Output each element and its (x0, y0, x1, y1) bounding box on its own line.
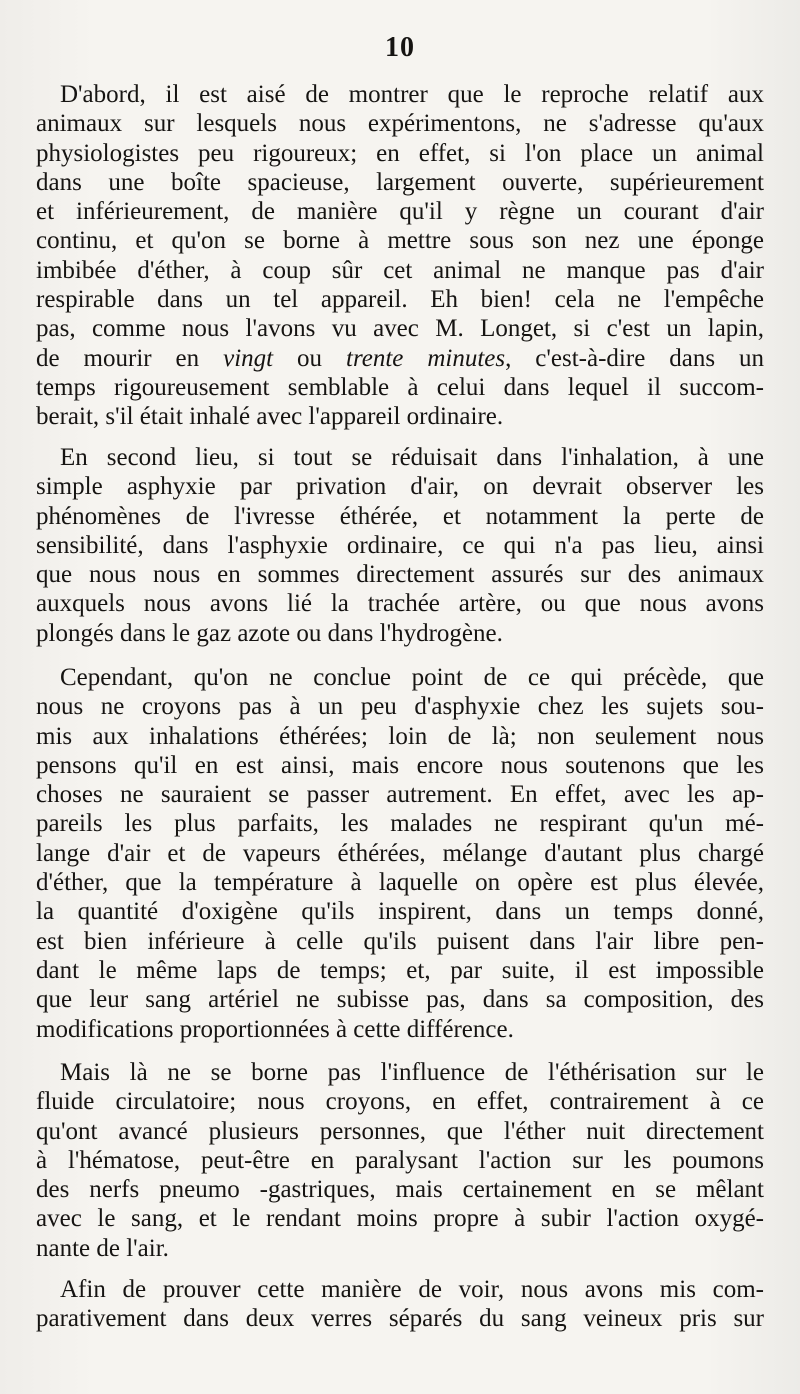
text-line: parativement dans deux verres séparés du sang veineux pris sur (36, 1305, 764, 1333)
text-run: ou (297, 344, 323, 372)
text-run: , c'est-à-dire dans un (505, 344, 765, 372)
text-line: à l'hématose, peut-être en paralysant l'action sur les poumons (36, 1146, 764, 1174)
text-line-mixed (36, 344, 764, 373)
text-line: choses ne sauraient se passer autrement. En effet, avec les ap- (36, 781, 764, 809)
italic-text: vingt (223, 344, 274, 372)
text-line: physiologistes peu rigoureux; en effet, si l'on place un animal (36, 139, 764, 167)
text-line: que leur sang artériel ne subisse pas, dans sa composition, des (36, 986, 764, 1014)
text-line: modifications proportionnées à cette différence. (36, 1015, 514, 1043)
text-line: la quantité d'oxigène qu'ils inspirent, dans un temps donné, (36, 898, 764, 926)
text-line: pareils les plus parfaits, les malades ne respirant qu'un mé- (36, 810, 764, 838)
text-line: qu'ont avancé plusieurs personnes, que l'éther nuit directement (36, 1117, 764, 1145)
paragraph-4 (36, 1058, 764, 1263)
text-line: plongés dans le gaz azote ou dans l'hydrogène. (36, 619, 503, 647)
text-line: Mais là ne se borne pas l'influence de l'éthérisation sur le (60, 1059, 764, 1086)
text-line: auxquels nous avons lié la trachée artère, ou que nous avons (36, 590, 764, 618)
text-line: D'abord, il est aisé de montrer que le reproche relatif aux (60, 81, 764, 108)
text-line: sensibilité, dans l'asphyxie ordinaire, ce qui n'a pas lieu, ainsi (36, 531, 764, 559)
text-line: des nerfs pneumo -gastriques, mais certainement en se mêlant (36, 1176, 764, 1204)
text-line: temps rigoureusement semblable à celui dans lequel il succom- (36, 373, 764, 401)
text-line: pas, comme nous l'avons vu avec M. Longet, si c'est un lapin, (36, 315, 764, 343)
text-line: simple asphyxie par privation d'air, on devrait observer les (36, 473, 764, 501)
text-line: continu, et qu'on se borne à mettre sous son nez une éponge (36, 227, 764, 255)
text-line: Afin de prouver cette manière de voir, nous avons mis com- (60, 1276, 764, 1303)
text-line: respirable dans un tel appareil. Eh bien! cela ne l'empêche (36, 286, 764, 314)
text-line: dant le même laps de temps; et, par suite, il est impossible (36, 956, 764, 984)
paragraph-5 (36, 1275, 764, 1334)
text-line: En second lieu, si tout se réduisait dans l'inhalation, à une (60, 444, 764, 471)
italic-text: trente minutes (346, 344, 506, 372)
text-line: dans une boîte spacieuse, largement ouverte, supérieurement (36, 168, 764, 196)
text-line: d'éther, que la température à laquelle on opère est plus élevée, (36, 869, 764, 897)
text-line: lange d'air et de vapeurs éthérées, mélange d'autant plus chargé (36, 839, 764, 867)
text-line: nous ne croyons pas à un peu d'asphyxie chez les sujets sou- (36, 693, 764, 721)
text-line: est bien inférieure à celle qu'ils puisent dans l'air libre pen- (36, 927, 764, 955)
text-line: que nous nous en sommes directement assurés sur des animaux (36, 561, 764, 589)
text-line: berait, s'il était inhalé avec l'appareil ordinaire. (36, 403, 504, 431)
text-line: pensons qu'il en est ainsi, mais encore nous soutenons que les (36, 751, 764, 779)
text-line: fluide circulatoire; nous croyons, en effet, contrairement à ce (36, 1088, 764, 1116)
paragraph-1 (36, 80, 764, 432)
text-line: imbibée d'éther, à coup sûr cet animal ne manque pas d'air (36, 256, 764, 284)
paragraph-2 (36, 443, 764, 648)
text-line: et inférieurement, de manière qu'il y règne un courant d'air (36, 198, 764, 226)
text-line: animaux sur lesquels nous expérimentons, ne s'adresse qu'aux (36, 110, 764, 138)
paragraph-3 (36, 663, 764, 1044)
text-line: phénomènes de l'ivresse éthérée, et notamment la perte de (36, 502, 764, 530)
text-line: mis aux inhalations éthérées; loin de là; non seulement nous (36, 722, 764, 750)
text-line: nante de l'air. (36, 1234, 169, 1262)
page-number: 10 (385, 32, 415, 63)
text-run: de mourir en (36, 344, 200, 372)
text-line: Cependant, qu'on ne conclue point de ce qui précède, que (60, 664, 764, 691)
text-line: avec le sang, et le rendant moins propre à subir l'action oxygé- (36, 1205, 764, 1233)
